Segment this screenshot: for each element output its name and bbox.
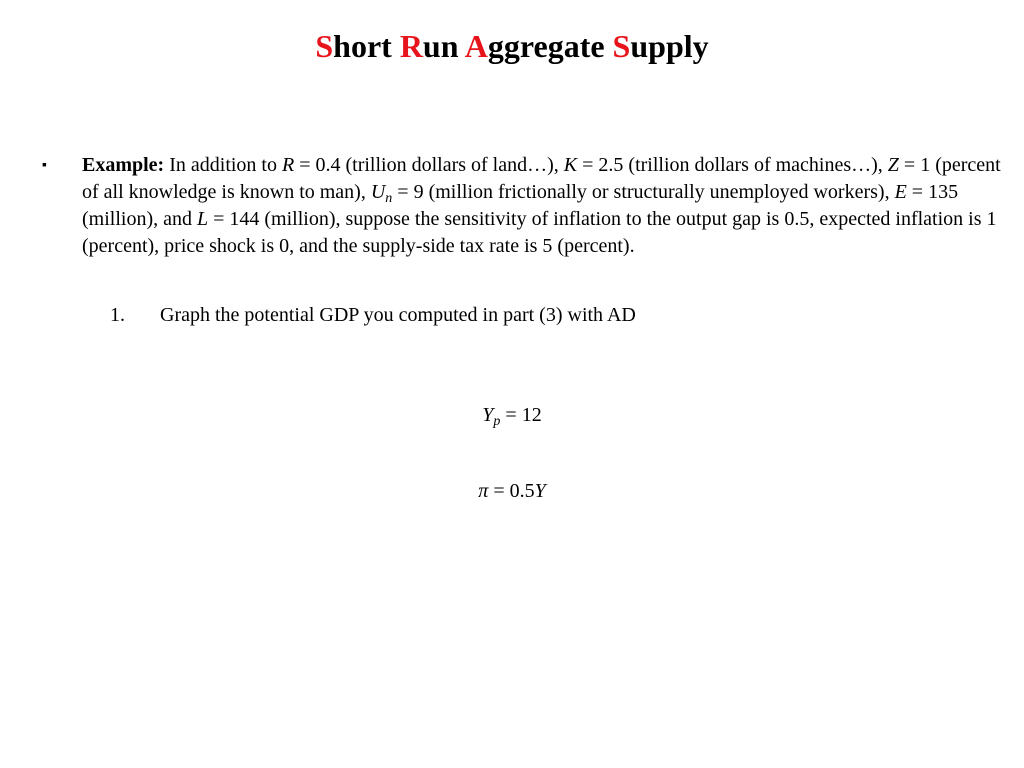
title-initial-r: R <box>399 28 423 64</box>
equation-inflation <box>0 478 1024 505</box>
var-z: Z <box>887 154 899 176</box>
text-segment: = 135 (million), and <box>82 181 959 230</box>
var-r: R <box>281 154 295 176</box>
example-paragraph <box>82 152 1002 260</box>
text-segment: = 9 (million frictionally or structurally unemployed workers), <box>392 181 895 203</box>
var-k: K <box>563 154 578 176</box>
eq2-pi: π <box>478 480 489 502</box>
eq2-variable: Y <box>534 480 546 502</box>
equation-potential-gdp <box>0 402 1024 429</box>
text-segment: = 144 (million), suppose the sensitivity of inflation to the output gap is 0.5, expected inflation is 1 (percent), price shock is 0, and the supply-side tax rate is 5 (percent). <box>82 208 997 257</box>
square-bullet-icon: ▪ <box>42 158 47 173</box>
item-text: Graph the potential GDP you computed in part (3) with AD <box>160 304 636 326</box>
text-segment: = 2.5 (trillion dollars of machines…), <box>577 154 888 176</box>
eq2-middle: = 0.5 <box>488 480 535 502</box>
text-segment: = 0.4 (trillion dollars of land…), <box>294 154 564 176</box>
slide-title <box>0 24 1024 68</box>
text-segment: = 1 (percent of all knowledge is known to man), <box>82 154 1001 203</box>
title-word-short: hort <box>333 28 400 64</box>
var-e: E <box>894 181 907 203</box>
title-word-aggregate: ggregate <box>487 28 613 64</box>
title-initial-s: S <box>315 28 334 64</box>
eq1-variable: Y <box>482 404 494 426</box>
var-u-subscript: n <box>385 191 393 207</box>
item-number: 1. <box>110 304 125 326</box>
var-u: U <box>370 181 386 203</box>
text-segment: In addition to <box>164 154 282 176</box>
numbered-item-1 <box>110 302 636 329</box>
title-word-supply: upply <box>630 28 709 64</box>
eq1-subscript: p <box>493 414 501 430</box>
title-initial-s2: S <box>612 28 631 64</box>
example-label: Example: <box>82 154 165 176</box>
title-word-run: un <box>422 28 465 64</box>
eq1-rest: = 12 <box>500 404 542 426</box>
var-l: L <box>196 208 209 230</box>
title-initial-a: A <box>464 28 488 64</box>
